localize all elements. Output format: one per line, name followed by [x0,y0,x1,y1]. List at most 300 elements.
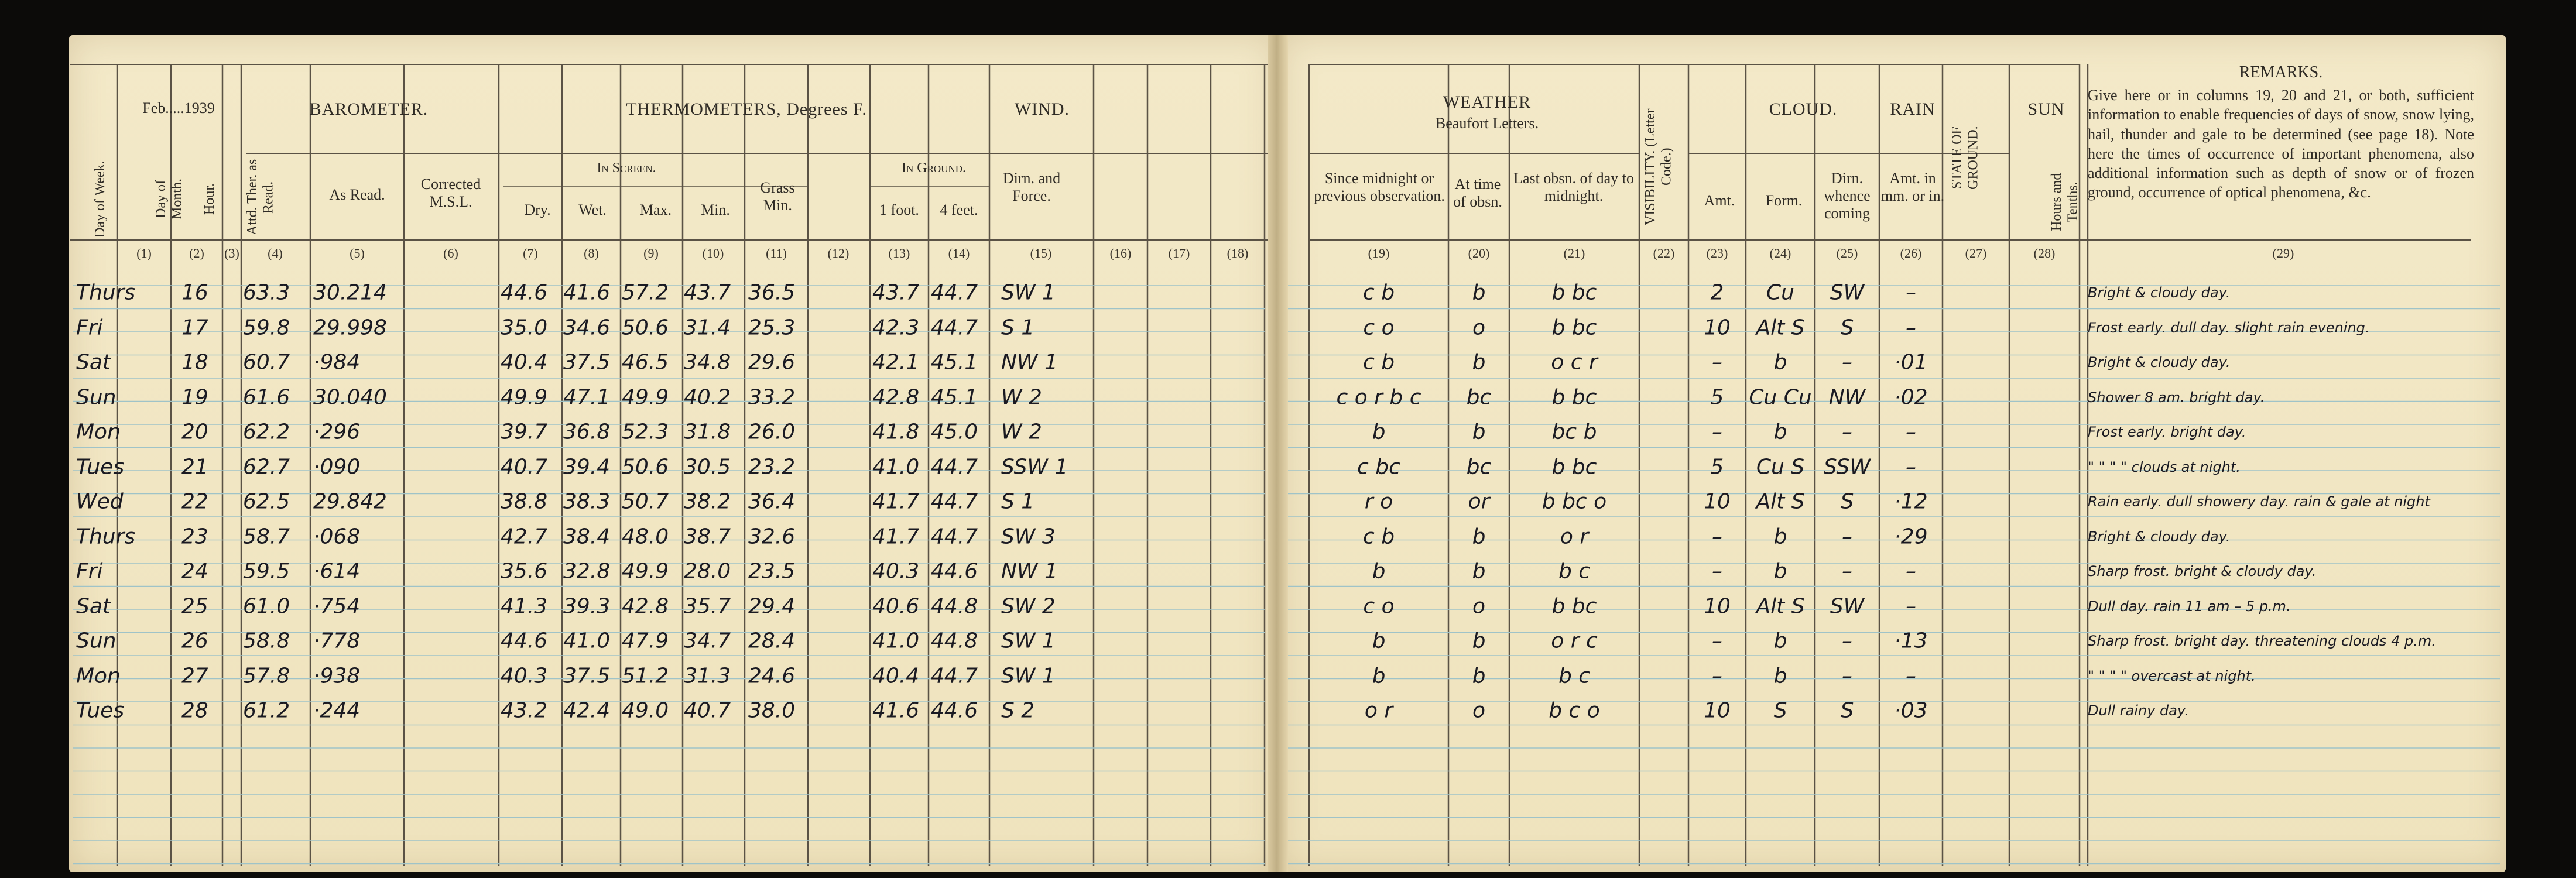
sun-heading: SUN [2027,100,2065,119]
weather-at-obsn: b [1472,350,1486,375]
grass-min: 36.5 [748,280,796,305]
remark-entry: Dull rainy day. [2088,702,2189,719]
weather-at-obsn: b [1472,280,1486,305]
day-of-week: Sat [76,594,111,618]
max-temp: 50.7 [622,489,669,514]
dry-bulb: 41.3 [501,594,548,618]
wind-dirn-force: S 1 [1001,489,1035,514]
column-number: (14) [948,246,970,260]
column-number: (15) [1030,246,1052,260]
cloud-direction: S [1840,698,1854,723]
weather-at-obsn: o [1472,594,1486,618]
day-of-month: 25 [181,594,208,618]
cloud-direction: – [1842,629,1852,653]
attached-thermometer: 61.2 [243,698,290,723]
barometer-reading: 29.998 [313,315,387,339]
column-number: (2) [189,246,204,260]
as-read-header: As Read. [329,186,385,203]
column-number: (16) [1109,246,1132,260]
barometer-reading: ·754 [313,594,361,618]
column-number: (1) [136,246,152,260]
min-temp: 31.8 [684,420,731,444]
day-of-month: 19 [181,385,208,409]
weather-last-obsn: b c [1558,559,1591,584]
day-of-week: Sun [76,385,117,409]
remark-entry: Dull day. rain 11 am – 5 p.m. [2088,598,2291,615]
weather-since-midnight: b [1372,664,1386,688]
barometer-reading: ·778 [313,629,361,653]
visibility-header: VISIBILITY. (Letter Code.) [1643,108,1674,225]
day-of-week: Sat [76,350,111,375]
ground-4-feet: 44.7 [931,455,978,479]
day-of-week: Tues [76,698,125,723]
dry-bulb: 44.6 [501,280,548,305]
beaufort-heading: Beaufort Letters. [1435,115,1539,132]
column-number: (23) [1706,246,1728,260]
max-temp: 49.0 [622,698,669,723]
barometer-reading: ·984 [313,350,361,375]
attached-thermometer: 59.5 [243,559,290,584]
cloud-direction: S [1840,315,1854,339]
rain-amount: – [1906,280,1916,305]
grass-min: 23.5 [748,559,796,584]
weather-last-obsn: b bc [1551,280,1597,305]
weather-last-obsn: b bc [1551,455,1597,479]
attached-thermometer: 61.0 [243,594,290,618]
barometer-reading: ·614 [313,559,361,584]
dry-bulb: 43.2 [501,698,548,723]
cloud-amount: – [1712,559,1722,584]
day-of-month-header: Day of Month. [153,179,185,220]
wet-bulb: 39.3 [563,594,611,618]
ground-4-feet: 44.8 [931,629,978,653]
dirn-force-header: Dirn. and Force. [1002,170,1061,204]
remark-entry: Bright & cloudy day. [2088,528,2231,545]
cloud-amount: – [1712,420,1722,444]
day-of-week: Fri [76,559,103,584]
min-temp: 34.8 [684,350,731,375]
min-temp: 40.2 [684,385,731,409]
cloud-dirn-header: Dirn. whence coming [1824,170,1871,222]
dry-bulb: 40.4 [501,350,548,375]
weather-last-obsn: bc b [1551,420,1597,444]
rain-heading: RAIN [1890,100,1936,119]
weather-since-midnight: b [1372,629,1386,653]
barometer-reading: ·068 [313,524,361,548]
dry-header: Dry. [524,201,551,218]
ground-4-feet: 44.7 [931,280,978,305]
day-of-week: Thurs [76,280,136,305]
column-number: (27) [1965,246,1987,260]
rain-amount: – [1906,420,1916,444]
cloud-amount: – [1712,629,1722,653]
min-temp: 38.7 [684,524,731,548]
wet-bulb: 42.4 [563,698,611,723]
rain-amount: ·03 [1894,698,1928,723]
weather-at-obsn: b [1472,664,1486,688]
wind-dirn-force: SW 2 [1001,594,1056,618]
weather-last-obsn: b c [1558,664,1591,688]
column-number: (19) [1368,246,1390,260]
cloud-form: Alt S [1756,594,1805,618]
day-of-month: 18 [181,350,208,375]
remark-entry: Frost early. dull day. slight rain evening. [2088,319,2370,336]
ground-1-foot: 41.0 [872,629,920,653]
day-of-week: Thurs [76,524,136,548]
grass-min: 28.4 [748,629,796,653]
weather-at-obsn: o [1472,315,1486,339]
ground-4-feet: 44.6 [931,698,978,723]
weather-last-obsn: b bc [1551,385,1597,409]
dry-bulb: 42.7 [501,524,548,548]
cloud-form: Cu S [1756,455,1805,479]
column-number: (11) [766,246,787,260]
ground-1-foot: 40.6 [872,594,920,618]
one-foot-header: 1 foot. [879,201,919,218]
max-temp: 57.2 [622,280,669,305]
rain-amount: ·13 [1894,629,1928,653]
weather-last-obsn: o c r [1551,350,1598,375]
weather-at-obsn: b [1472,629,1486,653]
cloud-direction: – [1842,559,1852,584]
cloud-amount: – [1712,664,1722,688]
ground-1-foot: 41.6 [872,698,920,723]
weather-since-midnight: b [1372,559,1386,584]
column-number: (10) [702,246,724,260]
attached-thermometer: 62.7 [243,455,290,479]
ground-1-foot: 41.0 [872,455,920,479]
wet-bulb: 34.6 [563,315,611,339]
wind-dirn-force: SW 1 [1001,280,1056,305]
attached-thermometer: 59.8 [243,315,290,339]
wet-bulb: 37.5 [563,350,611,375]
grass-min-header: Grass Min. [760,179,795,214]
remark-entry: " " " " overcast at night. [2088,667,2256,684]
cloud-direction: NW [1828,385,1866,409]
column-number: (29) [2272,246,2294,260]
wet-bulb: 32.8 [563,559,611,584]
min-temp: 40.7 [684,698,731,723]
attached-thermometer: 63.3 [243,280,290,305]
rain-amount: – [1906,455,1916,479]
cloud-amount: 2 [1710,280,1724,305]
day-of-week-header: Day of Week. [93,160,108,238]
rain-amount: – [1906,664,1916,688]
min-temp: 35.7 [684,594,731,618]
cloud-amount: – [1712,350,1722,375]
barometer-reading: ·938 [313,664,361,688]
cloud-form: b [1773,664,1787,688]
weather-at-obsn: or [1468,489,1490,514]
barometer-reading: 30.040 [313,385,387,409]
wet-bulb: 38.3 [563,489,611,514]
wind-dirn-force: SW 3 [1001,524,1056,548]
wind-heading: WIND. [1014,100,1070,119]
attached-thermometer: 61.6 [243,385,290,409]
barometer-reading: ·244 [313,698,361,723]
weather-last-obsn: b bc o [1542,489,1607,514]
dry-bulb: 39.7 [501,420,548,444]
four-feet-header: 4 feet. [940,201,978,218]
grass-min: 23.2 [748,455,796,479]
grass-min: 33.2 [748,385,796,409]
remarks-heading: REMARKS. [2239,63,2323,81]
cloud-form: b [1773,629,1787,653]
ground-4-feet: 44.8 [931,594,978,618]
wind-dirn-force: S 2 [1001,698,1035,723]
max-temp: 52.3 [622,420,669,444]
barometer-reading: ·296 [313,420,361,444]
column-number: (18) [1227,246,1249,260]
corrected-msl-header: Corrected M.S.L. [420,176,481,210]
dry-bulb: 35.0 [501,315,548,339]
max-temp: 42.8 [622,594,669,618]
wind-dirn-force: W 2 [1001,420,1042,444]
column-number: (7) [523,246,538,260]
day-of-month: 17 [181,315,208,339]
dry-bulb: 49.9 [501,385,548,409]
at-time-header: At time of obsn. [1453,176,1502,210]
cloud-amt-header: Amt. [1704,192,1735,209]
cloud-amount: 10 [1704,698,1731,723]
barometer-heading: BAROMETER. [309,100,429,119]
min-header: Min. [701,201,730,218]
wet-bulb: 41.6 [563,280,611,305]
wet-bulb: 36.8 [563,420,611,444]
max-header: Max. [639,201,672,218]
attached-thermometer: 62.2 [243,420,290,444]
day-of-week: Sun [76,629,117,653]
ground-4-feet: 44.7 [931,489,978,514]
dry-bulb: 44.6 [501,629,548,653]
cloud-amount: 5 [1710,455,1724,479]
thermometers-heading: THERMOMETERS, Degrees F. [626,100,867,119]
column-number: (13) [888,246,910,260]
ground-1-foot: 41.7 [872,489,920,514]
day-of-month: 21 [181,455,208,479]
ground-1-foot: 43.7 [872,280,920,305]
ground-1-foot: 40.4 [872,664,920,688]
weather-at-obsn: bc [1466,385,1492,409]
remark-entry: Bright & cloudy day. [2088,354,2231,371]
wind-dirn-force: S 1 [1001,315,1035,339]
weather-since-midnight: c o r b c [1336,385,1421,409]
wind-dirn-force: W 2 [1001,385,1042,409]
day-of-week: Tues [76,455,125,479]
attached-thermometer: 57.8 [243,664,290,688]
attached-thermometer: 58.7 [243,524,290,548]
wind-dirn-force: NW 1 [1001,350,1058,375]
grass-min: 29.6 [748,350,796,375]
wind-dirn-force: SW 1 [1001,629,1056,653]
wet-header: Wet. [578,201,607,218]
weather-since-midnight: c b [1362,350,1395,375]
grass-min: 29.4 [748,594,796,618]
weather-since-midnight: o r [1364,698,1393,723]
last-obsn-header: Last obsn. of day to midnight. [1513,170,1634,204]
barometer-reading: ·090 [313,455,361,479]
rain-amount: – [1906,594,1916,618]
day-of-week: Wed [76,489,124,514]
grass-min: 36.4 [748,489,796,514]
max-temp: 49.9 [622,559,669,584]
wet-bulb: 38.4 [563,524,611,548]
cloud-form: Alt S [1756,315,1805,339]
ground-1-foot: 42.8 [872,385,920,409]
day-of-month: 26 [181,629,208,653]
attached-thermometer: 60.7 [243,350,290,375]
weather-last-obsn: b bc [1551,315,1597,339]
remark-entry: Shower 8 am. bright day. [2088,389,2265,406]
max-temp: 46.5 [622,350,669,375]
weather-at-obsn: b [1472,559,1486,584]
max-temp: 47.9 [622,629,669,653]
column-number: (9) [643,246,659,260]
wind-dirn-force: NW 1 [1001,559,1058,584]
cloud-form: b [1773,524,1787,548]
rain-amount: – [1906,559,1916,584]
max-temp: 50.6 [622,315,669,339]
day-of-month: 27 [181,664,208,688]
max-temp: 51.2 [622,664,669,688]
attached-thermometer: 58.8 [243,629,290,653]
remark-entry: " " " " clouds at night. [2088,458,2241,475]
day-of-month: 16 [181,280,208,305]
wet-bulb: 37.5 [563,664,611,688]
min-temp: 28.0 [684,559,731,584]
cloud-amount: – [1712,524,1722,548]
day-of-month: 23 [181,524,208,548]
weather-heading: WEATHER [1443,92,1532,112]
day-of-week: Mon [76,420,121,444]
weather-last-obsn: o r c [1551,629,1598,653]
grass-min: 32.6 [748,524,796,548]
weather-last-obsn: b bc [1551,594,1597,618]
attd-ther-header: Attd. Ther. as Read. [245,159,276,236]
weather-at-obsn: o [1472,698,1486,723]
cloud-direction: – [1842,664,1852,688]
cloud-direction: SW [1830,594,1865,618]
cloud-direction: – [1842,524,1852,548]
min-temp: 30.5 [684,455,731,479]
grass-min: 26.0 [748,420,796,444]
column-number: (12) [827,246,849,260]
column-number: (20) [1468,246,1490,260]
sun-hours-header: Hours and Tenths. [2049,173,2081,231]
attached-thermometer: 62.5 [243,489,290,514]
cloud-direction: SSW [1823,455,1871,479]
cloud-direction: – [1842,350,1852,375]
weather-since-midnight: c o [1363,315,1395,339]
cloud-direction: – [1842,420,1852,444]
min-temp: 31.3 [684,664,731,688]
wind-dirn-force: SSW 1 [1001,455,1068,479]
column-number: (26) [1900,246,1922,260]
column-number: (5) [350,246,365,260]
day-of-month: 28 [181,698,208,723]
ground-4-feet: 45.1 [931,350,978,375]
rain-amount: – [1906,315,1916,339]
remark-entry: Sharp frost. bright day. threatening clouds 4 p.m. [2088,633,2436,649]
day-of-month: 20 [181,420,208,444]
wet-bulb: 39.4 [563,455,611,479]
min-temp: 31.4 [684,315,731,339]
max-temp: 48.0 [622,524,669,548]
dry-bulb: 35.6 [501,559,548,584]
rain-amount: ·01 [1894,350,1928,375]
wet-bulb: 47.1 [563,385,611,409]
weather-since-midnight: c b [1362,524,1395,548]
grass-min: 24.6 [748,664,796,688]
min-temp: 34.7 [684,629,731,653]
column-number: (4) [268,246,283,260]
min-temp: 38.2 [684,489,731,514]
column-number: (25) [1836,246,1858,260]
ground-1-foot: 41.7 [872,524,920,548]
column-number: (8) [584,246,599,260]
remark-entry: Bright & cloudy day. [2088,284,2231,301]
cloud-form: b [1773,559,1787,584]
cloud-direction: S [1840,489,1854,514]
day-of-month: 22 [181,489,208,514]
weather-since-midnight: b [1372,420,1386,444]
in-ground-header: In Ground. [901,160,967,176]
since-midnight-header: Since midnight or previous observation. [1314,170,1445,204]
ground-4-feet: 44.7 [931,664,978,688]
rain-amount: ·02 [1894,385,1928,409]
barometer-reading: 30.214 [313,280,387,305]
day-of-week: Fri [76,315,103,339]
month-year-label: Feb.....1939 [142,100,215,116]
remarks-instructions: Give here or in columns 19, 20 and 21, or both, sufficient information to enable frequencies of days of snow, snow lying, hail, thunder and gale to be determined (see page 18). Note here the times of occurrence of important phenomena, also additional information such as depth of snow or of frozen ground, occurrence of optical phenomena, &c. [2088,87,2474,201]
cloud-form: Cu Cu [1749,385,1812,409]
weather-since-midnight: c b [1362,280,1395,305]
cloud-form: b [1773,350,1787,375]
rain-amount: ·12 [1894,489,1928,514]
weather-since-midnight: r o [1364,489,1393,514]
day-of-month: 24 [181,559,208,584]
weather-since-midnight: c bc [1357,455,1400,479]
dry-bulb: 38.8 [501,489,548,514]
remark-entry: Rain early. dull showery day. rain & gale at night [2088,493,2430,510]
weather-at-obsn: b [1472,420,1486,444]
grass-min: 38.0 [748,698,796,723]
column-number: (6) [443,246,458,260]
ground-4-feet: 45.0 [931,420,978,444]
weather-last-obsn: o r [1560,524,1589,548]
cloud-heading: CLOUD. [1769,100,1838,119]
cloud-form: Cu [1766,280,1794,305]
grass-min: 25.3 [748,315,796,339]
day-of-week: Mon [76,664,121,688]
ground-4-feet: 45.1 [931,385,978,409]
column-number: (28) [2033,246,2056,260]
weather-last-obsn: b c o [1549,698,1600,723]
cloud-amount: 10 [1704,594,1731,618]
max-temp: 50.6 [622,455,669,479]
hour-header: Hour. [202,183,217,215]
wet-bulb: 41.0 [563,629,611,653]
ground-1-foot: 41.8 [872,420,920,444]
ground-4-feet: 44.7 [931,524,978,548]
cloud-amount: 10 [1704,489,1731,514]
weather-at-obsn: bc [1466,455,1492,479]
weather-since-midnight: c o [1363,594,1395,618]
column-number: (22) [1653,246,1675,260]
cloud-form-header: Form. [1765,192,1803,209]
remark-entry: Frost early. bright day. [2088,424,2246,440]
ground-1-foot: 42.3 [872,315,920,339]
